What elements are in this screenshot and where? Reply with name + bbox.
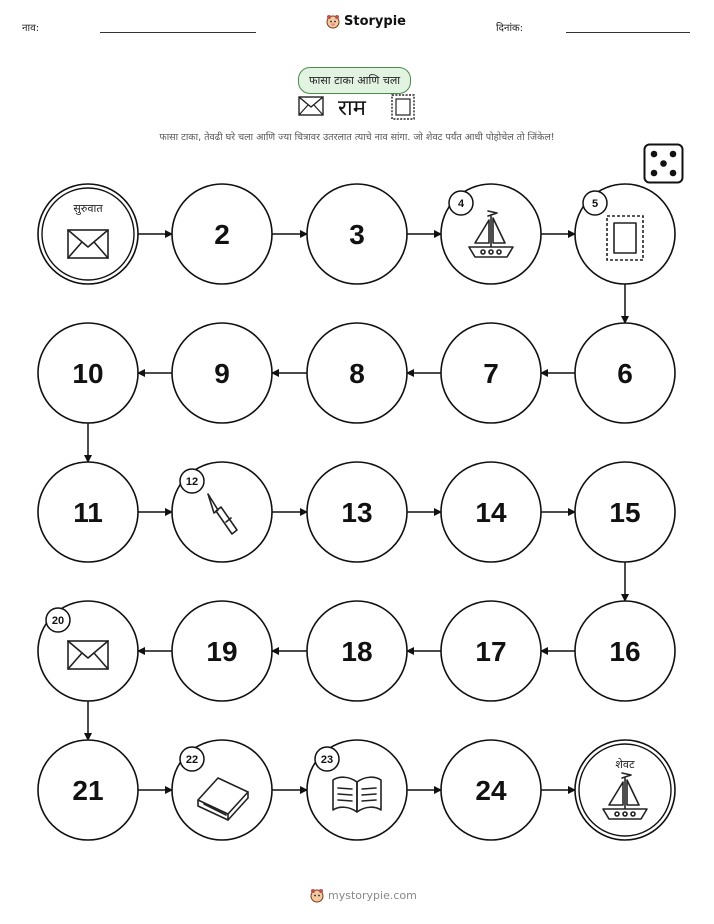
cell-number: 20 [51, 615, 65, 627]
instructions: फासा टाका, तेवढी घरे चला आणि ज्या चित्रावर उतरलात त्याचे नाव सांगा. जो शेवट पर्यंत आधी पोहोचेल तो जिंकेल! [159, 132, 555, 143]
cell-number: 8 [349, 358, 365, 389]
cell-number: 21 [72, 775, 104, 806]
cell-number: 9 [214, 358, 230, 389]
cell-number: 10 [72, 358, 104, 389]
cell-number-badge [449, 191, 473, 215]
board-cell-11 [38, 462, 138, 562]
board-cell-24 [441, 740, 541, 840]
cell-number-badge [46, 608, 70, 632]
cell-number-badge [180, 747, 204, 771]
cell-number: 6 [617, 358, 633, 389]
cell-number: 18 [341, 636, 373, 667]
board-cell-10 [38, 323, 138, 423]
cell-number: 24 [475, 775, 507, 806]
board-cell-2 [172, 184, 272, 284]
board-cell-15 [575, 462, 675, 562]
board-cell-3 [307, 184, 407, 284]
cell-number: 19 [206, 636, 238, 667]
start-label: सुरुवात [73, 202, 103, 215]
board-cell-7 [441, 323, 541, 423]
cell-number: 16 [609, 636, 641, 667]
board-cell-20 [38, 601, 138, 701]
cell-number: 23 [320, 754, 334, 766]
board-cell-19 [172, 601, 272, 701]
board-cell-8 [307, 323, 407, 423]
board-cell-1 [38, 184, 138, 284]
board-cell-18 [307, 601, 407, 701]
title-word: राम [338, 96, 366, 121]
cell-number: 3 [349, 219, 365, 250]
footer [310, 888, 417, 903]
title-pill: फासा टाका आणि चला [298, 67, 411, 94]
cell-number: 5 [591, 198, 599, 210]
board-cell-13 [307, 462, 407, 562]
board-cell-9 [172, 323, 272, 423]
name-label: नाव: [22, 23, 40, 34]
board-cell-6 [575, 323, 675, 423]
cell-number-badge [315, 747, 339, 771]
footer-site[interactable]: mystorypie.com [328, 889, 417, 902]
cell-number: 13 [341, 497, 373, 528]
brand-name: Storypie [344, 14, 406, 29]
board-cell-21 [38, 740, 138, 840]
board-cell-16 [575, 601, 675, 701]
board-cell-17 [441, 601, 541, 701]
board-cell-25 [575, 740, 675, 840]
cell-number: 15 [609, 497, 641, 528]
date-label: दिनांक: [496, 23, 524, 34]
board-cell-12 [172, 462, 272, 562]
board-cell-4 [441, 184, 541, 284]
board-cell-23 [307, 740, 407, 840]
cell-number: 12 [185, 476, 199, 488]
cell-number-badge [583, 191, 607, 215]
cell-number: 4 [457, 198, 465, 210]
board-cell-22 [172, 740, 272, 840]
cell-number: 22 [185, 754, 199, 766]
finish-label: शेवट [615, 758, 635, 771]
envelope-icon [68, 230, 108, 258]
cell-number: 11 [73, 497, 103, 528]
cell-number: 17 [475, 636, 507, 667]
cell-number-badge [180, 469, 204, 493]
envelope-icon [68, 641, 108, 669]
cell-number: 2 [214, 219, 230, 250]
cell-number: 7 [483, 358, 499, 389]
board-cell-5 [575, 184, 675, 284]
storypie-mascot-icon [310, 888, 324, 903]
cell-number: 14 [475, 497, 507, 528]
board-cell-14 [441, 462, 541, 562]
stamp-icon [607, 216, 643, 260]
